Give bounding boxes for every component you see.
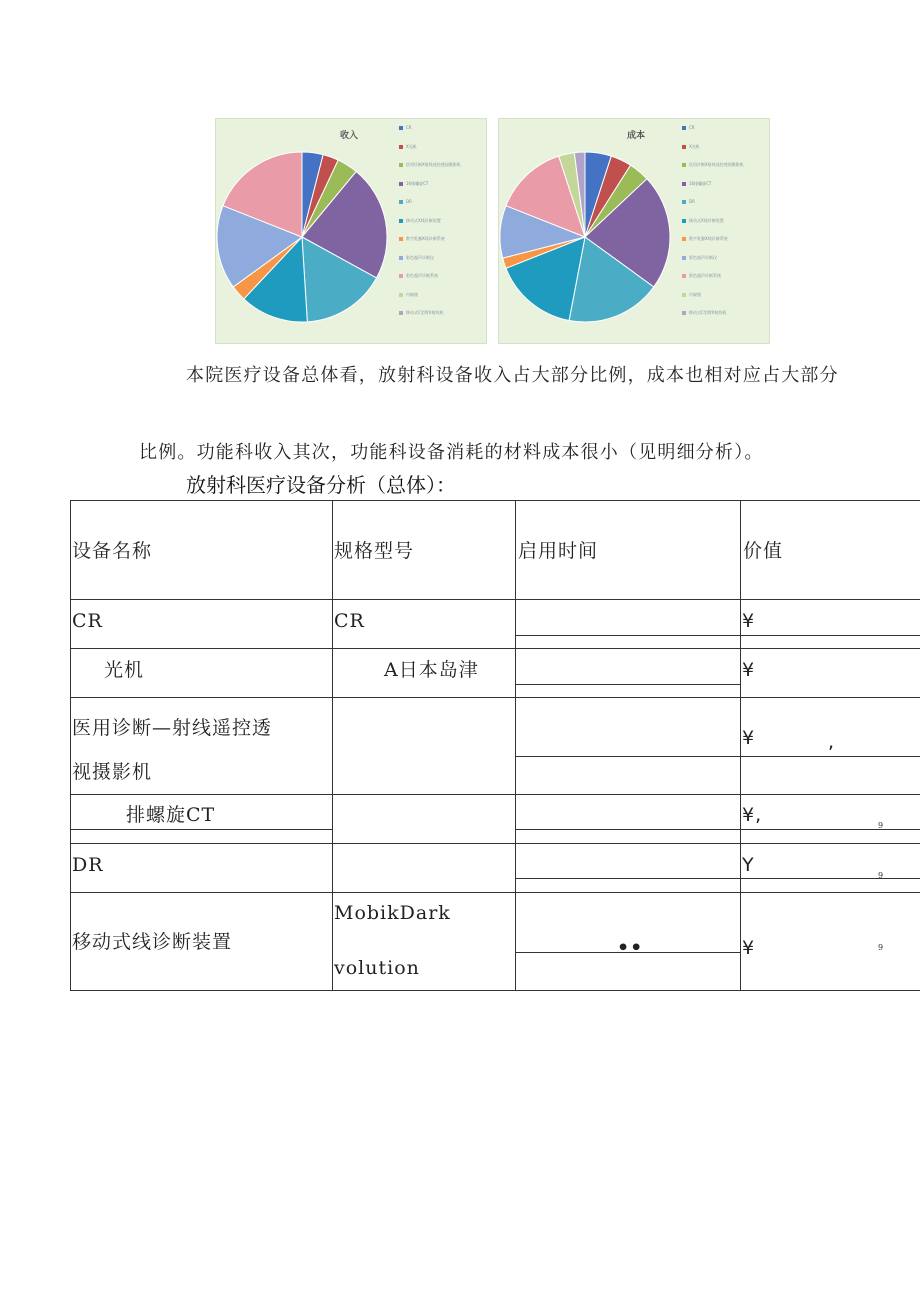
income-chart-title: 收入 xyxy=(339,131,358,141)
income-legend-label: 医用诊断X射线遥控透视摄影机 xyxy=(406,162,461,167)
row-dr-name: DR xyxy=(72,854,104,876)
cost-legend-label: 彩色超声诊断系统 xyxy=(689,273,721,278)
header-equipment-name: 设备名称 xyxy=(72,540,153,562)
row-cr-name: CR xyxy=(72,610,103,632)
cost-legend-label: CR xyxy=(689,125,695,130)
income-legend-label: DR xyxy=(406,199,412,204)
table-sub-line xyxy=(70,829,332,830)
table-sub-line xyxy=(516,829,920,830)
cost-chart-title: 成本 xyxy=(626,131,645,141)
row-remote-xray-value-mark: , xyxy=(828,731,836,753)
table-sub-line xyxy=(516,878,920,879)
row-ct-value: ¥, xyxy=(742,804,763,826)
row-mobile-xray-value: ¥ xyxy=(742,937,756,959)
header-start-time: 启用时间 xyxy=(518,540,599,562)
income-legend-label: CR xyxy=(406,125,412,130)
row-xray-model: A日本岛津 xyxy=(384,659,479,681)
cost-legend-label: 医用诊断X射线遥控透视摄影机 xyxy=(689,162,744,167)
table-row-divider xyxy=(70,599,920,600)
row-xray-value: ¥ xyxy=(742,659,756,681)
table-row-divider xyxy=(70,794,920,795)
table-border-bottom xyxy=(70,990,920,991)
table-border-top xyxy=(70,500,920,501)
table-row-divider xyxy=(70,892,920,893)
row-cr-model: CR xyxy=(334,610,365,632)
section-title: 放射科医疗设备分析（总体）： xyxy=(186,473,456,497)
cost-legend-label: 移动式C型臂X射线机 xyxy=(689,310,727,315)
income-legend-label: 移动式C型臂X射线机 xyxy=(406,310,444,315)
row-remote-xray-name: 医用诊断—射线遥控透 xyxy=(72,717,273,739)
income-legend-label: 内窥镜 xyxy=(406,291,418,297)
income-legend-label: 16排螺旋CT xyxy=(406,180,429,186)
table-row-divider xyxy=(70,843,920,844)
paragraph-line-1: 本院医疗设备总体看，放射科设备收入占大部分比例，成本也相对应占大部分 xyxy=(186,365,839,386)
income-legend-label: 移动式X线诊断装置 xyxy=(406,217,441,223)
cost-legend-label: 彩色超声诊断仪 xyxy=(689,254,717,260)
row-remote-xray-value: ¥ xyxy=(742,727,756,749)
row-cr-value: ¥ xyxy=(742,610,756,632)
row-ct-value-mark: 9 xyxy=(878,821,884,830)
row-dr-value-mark: 9 xyxy=(878,871,884,880)
table-col-divider xyxy=(332,500,333,991)
table-row-divider xyxy=(70,648,920,649)
row-mobile-xray-name: 移动式线诊断装置 xyxy=(72,931,233,953)
table-row-divider xyxy=(70,697,920,698)
row-dr-value: Y xyxy=(742,854,755,876)
table-col-divider xyxy=(515,500,516,991)
income-legend-label: 数字乳腺X线诊断系统 xyxy=(406,236,445,241)
income-legend-label: 彩色超声诊断仪 xyxy=(406,254,434,260)
cost-legend-label: X光机 xyxy=(689,143,700,149)
cost-legend-label: 数字乳腺X线诊断系统 xyxy=(689,236,728,241)
row-xray-name: 光机 xyxy=(104,659,145,681)
income-legend-label: 彩色超声诊断系统 xyxy=(406,273,438,278)
row-mobile-xray-value-mark: 9 xyxy=(878,943,884,952)
cost-legend-label: DR xyxy=(689,199,695,204)
cost-legend-label: 移动式X线诊断装置 xyxy=(689,217,724,223)
table-sub-line xyxy=(516,635,920,636)
table-border-left xyxy=(70,500,71,991)
row-mobile-xray-time: •• xyxy=(617,937,644,959)
row-remote-xray-name-line2: 视摄影机 xyxy=(72,761,153,783)
table-sub-line xyxy=(516,756,920,757)
header-model: 规格型号 xyxy=(334,540,415,562)
row-mobile-xray-model: MobikDark xyxy=(334,902,451,924)
cost-legend-label: 16排螺旋CT xyxy=(689,180,712,186)
table-sub-line xyxy=(516,684,741,685)
cost-legend-label: 内窥镜 xyxy=(689,291,701,297)
header-value: 价值 xyxy=(743,540,784,562)
row-ct-name: 排螺旋CT xyxy=(126,804,216,826)
paragraph-line-2: 比例。功能科收入其次，功能科设备消耗的材料成本很小（见明细分析）。 xyxy=(139,442,764,463)
row-mobile-xray-model-line2: volution xyxy=(334,957,420,979)
income-legend-label: X光机 xyxy=(406,143,417,149)
table-col-divider xyxy=(740,500,741,991)
